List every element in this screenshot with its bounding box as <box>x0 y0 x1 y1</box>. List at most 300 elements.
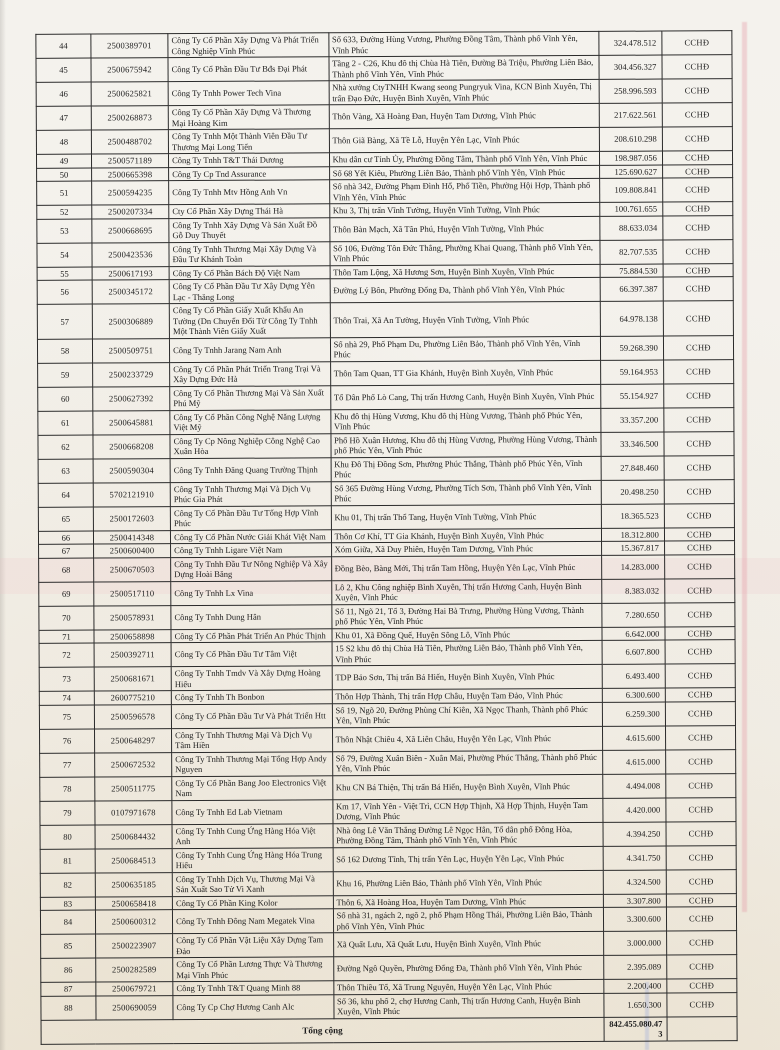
tax-code-cell: 2500488702 <box>91 130 168 154</box>
table-row <box>36 127 732 155</box>
amount-cell: 59.268.390 <box>600 336 663 360</box>
amount-cell: 4.394.250 <box>603 822 666 846</box>
company-name-cell: Công Ty Cổ Phần Đầu Tư Và Phát Triển Htt <box>171 703 332 728</box>
scan-edge-shadow <box>0 0 6 1050</box>
table-row <box>40 907 736 935</box>
amount-cell: 304.456.327 <box>599 55 662 79</box>
row-number-cell: 73 <box>39 667 94 691</box>
company-name-cell: Công Ty Tnhh Xây Dựng Và Sản Xuất Đồ Gỗ Duy Thuyết <box>169 217 330 242</box>
amount-cell: 33.357.200 <box>601 408 664 432</box>
row-number-cell: 45 <box>36 58 91 82</box>
table-row <box>38 407 734 435</box>
address-cell: Số 68 Yết Kiêu, Phường Liên Bảo, Thành phố Vĩnh Yên, Vĩnh Phúc <box>329 165 599 180</box>
amount-cell: 3.000.000 <box>603 931 666 955</box>
row-number-cell: 58 <box>37 339 92 363</box>
status-cell: CCHĐ <box>665 640 735 664</box>
table-row <box>38 383 734 411</box>
table-row <box>39 701 735 729</box>
amount-cell: 2.200.400 <box>604 979 667 993</box>
amount-cell: 59.164.953 <box>600 360 663 384</box>
address-cell: 15 S2 khu đô thị Chùa Hà Tiên, Phường Liên Bảo, Thành phố Vĩnh Yên, Vĩnh Phúc <box>332 640 602 665</box>
company-name-cell: Công Ty Cổ Phần Lương Thực Và Thương Mại Vĩnh Phúc <box>173 957 334 982</box>
status-cell: CCHĐ <box>665 664 735 688</box>
table-row <box>37 215 733 243</box>
tax-code-cell: 2500645881 <box>93 410 170 434</box>
company-name-cell: Công Ty Tnhh Ed Lab Vietnam <box>172 799 333 824</box>
address-cell: Thôn Thiều Tổ, Xã Trung Nguyên, Huyện Yên Lạc, Vĩnh Phúc <box>333 979 603 994</box>
address-cell: Phố Hồ Xuân Hương, Khu đô thị Hùng Vương, Phường Hùng Vương, Thành phố Phúc Yên, Vĩnh Phúc <box>331 432 601 457</box>
status-cell: CCHĐ <box>664 527 734 541</box>
address-cell: Số 79, Đường Xuân Biên - Xuân Mai, Phường Phúc Thắng, Thành phố Phúc Yên, Vĩnh Phúc <box>332 750 602 775</box>
address-cell: Thôn 6, Xã Hoàng Hoa, Huyện Tam Dương, Vĩnh Phúc <box>333 894 603 909</box>
status-cell: CCHĐ <box>666 797 736 821</box>
row-number-cell: 67 <box>39 544 94 558</box>
tax-code-cell: 2500414348 <box>93 530 170 544</box>
table-row <box>38 431 734 459</box>
table-row <box>39 640 735 668</box>
address-cell: Khu Đô Thị Đồng Sơn, Phường Phúc Thắng, Thành phố Phúc Yên, Vĩnh Phúc <box>331 456 601 481</box>
address-cell: Tổ Dân Phố Lò Cang, Thị trấn Hương Canh, Huyện Bình Xuyên, Vĩnh Phúc <box>330 384 600 409</box>
row-number-cell: 74 <box>39 691 94 705</box>
tax-code-cell: 5702121910 <box>93 482 170 506</box>
row-number-cell: 65 <box>38 507 93 531</box>
amount-cell: 4.420.000 <box>603 798 666 822</box>
amount-cell: 6.493.400 <box>602 664 665 688</box>
amount-cell: 4.615.600 <box>602 726 665 750</box>
company-name-cell: Công Ty Tnhh Cung Ứng Hàng Hóa Việt Anh <box>172 823 333 848</box>
company-name-cell: Công Ty Tnhh Th Bonbon <box>171 690 332 704</box>
status-cell: CCHĐ <box>665 578 735 602</box>
row-number-cell: 83 <box>40 897 95 911</box>
company-name-cell: Công Ty Tnhh Tmdv Và Xây Dựng Hoàng Hiếu <box>171 666 332 691</box>
status-cell: CCHĐ <box>662 178 732 202</box>
tax-code-cell: 2500223907 <box>95 934 172 958</box>
address-cell: Khu đô thị Hùng Vương, Khu đô thị Hùng Vương, Thành phố Phúc Yên, Vĩnh Phúc <box>330 408 600 433</box>
table-row <box>36 55 732 83</box>
company-name-cell: Công Ty Cổ Phần Xây Dựng Và Thương Mại Hoàng Kim <box>168 105 329 130</box>
tax-code-cell: 2500207334 <box>92 205 169 219</box>
amount-cell: 6.607.800 <box>602 640 665 664</box>
table-row <box>37 277 733 305</box>
address-cell: Xã Quất Lưu, Xã Quất Lưu, Huyện Bình Xuyên, Vĩnh Phúc <box>333 931 603 956</box>
address-cell: Khu 16, Phường Liên Bảo, Thành phố Vĩnh Yên, Vĩnh Phúc <box>333 870 603 895</box>
address-cell: Lô 2, Khu Công nghiệp Bình Xuyên, Thị trấn Hương Canh, Huyện Bình Xuyên, Vĩnh Phúc <box>331 579 601 604</box>
amount-cell: 100.761.655 <box>600 202 663 216</box>
status-cell: CCHĐ <box>662 103 732 127</box>
amount-cell: 55.154.927 <box>601 384 664 408</box>
tax-code-cell: 2500658898 <box>94 629 171 643</box>
table-row <box>40 869 736 897</box>
status-cell: CCHĐ <box>664 554 734 578</box>
address-cell: Thôn Nhật Chiêu 4, Xã Liên Châu, Huyện Yên Lạc, Vĩnh Phúc <box>332 726 602 751</box>
address-cell: Số nhà 29, Phố Phạm Du, Phường Liên Bảo, Thành phố Vĩnh Yên, Vĩnh Phúc <box>330 336 600 361</box>
amount-cell: 88.633.034 <box>600 216 663 240</box>
address-cell: Số 36, khu phố 2, chợ Hương Canh, Thị trấn Hương Canh, Huyện Bình Xuyên, Vĩnh Phúc <box>334 993 604 1018</box>
row-number-cell: 69 <box>39 582 94 606</box>
status-cell: CCHĐ <box>666 773 736 797</box>
row-number-cell: 55 <box>37 267 92 281</box>
table-row <box>38 479 734 507</box>
row-number-cell: 44 <box>36 34 91 58</box>
status-cell: CCHĐ <box>664 503 734 527</box>
status-cell: CCHĐ <box>667 992 737 1016</box>
row-number-cell: 82 <box>40 873 95 897</box>
table-row <box>36 31 732 59</box>
amount-cell: 6.259.300 <box>602 702 665 726</box>
table-row <box>38 503 734 531</box>
tax-code-cell: 0107971678 <box>95 800 172 824</box>
status-cell: CCHĐ <box>663 239 733 263</box>
tax-code-cell: 2500684432 <box>95 824 172 848</box>
tax-code-cell: 2500509751 <box>92 338 169 362</box>
amount-cell: 208.610.298 <box>599 127 662 151</box>
table-row <box>38 455 734 483</box>
company-name-cell: Công Ty Cp Chợ Hương Canh Alc <box>173 994 334 1019</box>
tax-code-cell: 2500675942 <box>91 58 168 82</box>
amount-cell: 109.808.841 <box>599 178 662 202</box>
amount-cell: 324.478.512 <box>599 31 662 55</box>
tax-code-cell: 2500627392 <box>93 386 170 410</box>
status-cell: CCHĐ <box>662 151 732 165</box>
total-status-cell <box>667 1016 737 1040</box>
company-name-cell: Công Ty Cổ Phần Phát Triển An Phúc Thịnh <box>171 628 332 642</box>
tax-code-cell: 2500172603 <box>93 506 170 530</box>
table-row <box>40 749 736 777</box>
amount-cell: 27.848.460 <box>601 456 664 480</box>
status-cell: CCHĐ <box>666 907 736 931</box>
address-cell: Nhà xưởng CtyTNHH Kwang seong Pungryuk Vina, KCN Bình Xuyên, Thị trấn Đạo Đức, Huyện Bình Xuyên, Vĩnh Phúc <box>329 79 599 104</box>
status-cell: CCHĐ <box>666 931 736 955</box>
tax-code-cell: 2500668208 <box>93 434 170 458</box>
table-row <box>39 725 735 753</box>
row-number-cell: 51 <box>37 181 92 205</box>
total-label: Tổng cộng <box>41 1017 604 1044</box>
address-cell: Đường Lý Bôn, Phường Đống Đa, Thành phố Vĩnh Yên, Vĩnh Phúc <box>330 277 600 302</box>
company-name-cell: Công Ty Cổ Phần Bách Độ Việt Nam <box>169 265 330 279</box>
status-cell: CCHĐ <box>663 202 733 216</box>
company-name-cell: Công Ty Cổ Phần Thương Mại Và Sản Xuất Phú Mỹ <box>170 385 331 410</box>
amount-cell: 66.397.387 <box>600 277 663 301</box>
amount-cell: 18.365.523 <box>601 504 664 528</box>
table-row <box>41 992 737 1020</box>
row-number-cell: 52 <box>37 205 92 219</box>
table-row <box>36 79 732 107</box>
tax-code-cell: 2500600400 <box>93 544 170 558</box>
row-number-cell: 48 <box>36 130 91 154</box>
row-number-cell: 68 <box>39 558 94 582</box>
row-number-cell: 78 <box>40 777 95 801</box>
company-name-cell: Công Ty Tnhh Dịch Vụ, Thương Mại Và Sản Xuất Sao Tử Vi Xanh <box>172 871 333 896</box>
status-cell: CCHĐ <box>664 383 734 407</box>
address-cell: Thôn Giã Bàng, Xã Tề Lỗ, Huyện Yên Lạc, Vĩnh Phúc <box>329 127 599 152</box>
address-cell: Số 365 Đường Hùng Vương, Phường Tích Sơn, Thành phố Vĩnh Yên, Vĩnh Phúc <box>331 480 601 505</box>
status-cell: CCHĐ <box>666 821 736 845</box>
table-body <box>36 31 737 1044</box>
address-cell: Số 633, Đường Hùng Vương, Phường Đồng Tâm, Thành phố Vĩnh Yên, Vĩnh Phúc <box>328 31 598 56</box>
row-number-cell: 66 <box>38 531 93 545</box>
row-number-cell: 70 <box>39 606 94 630</box>
tax-code-cell: 2500679721 <box>96 982 173 996</box>
row-number-cell: 85 <box>41 934 96 958</box>
amount-cell: 15.367.817 <box>601 541 664 555</box>
amount-cell: 4.615.000 <box>602 750 665 774</box>
address-cell: Thôn Cơ Khí, TT Gia Khánh, Huyện Bình Xuyên, Vĩnh Phúc <box>331 528 601 543</box>
table-row <box>41 931 737 959</box>
table-row <box>39 602 735 630</box>
address-cell: Số 162 Dương Tĩnh, Thị trấn Yên Lạc, Huyện Yên Lạc, Vĩnh Phúc <box>333 846 603 871</box>
tax-code-cell: 2500665398 <box>91 167 168 181</box>
tax-code-cell: 2500684513 <box>95 848 172 872</box>
tax-code-cell: 2500690059 <box>96 995 173 1019</box>
row-number-cell: 54 <box>37 243 92 267</box>
row-number-cell: 49 <box>36 154 91 168</box>
address-cell: Số 19, Ngõ 20, Đường Phùng Chí Kiên, Xã Ngọc Thanh, Thành phố Phúc Yên, Vĩnh Phúc <box>332 702 602 727</box>
table-row <box>38 359 734 387</box>
company-name-cell: Công Ty Cổ Phần Đầu Tư Tâm Việt <box>171 642 332 667</box>
company-name-cell: Công Ty Cổ Phần Giấy Xuất Khẩu An Tường (Dn Chuyển Đổi Từ Công Ty Tnhh Một Thành Viên Giấy Xuất <box>169 303 330 338</box>
status-cell: CCHĐ <box>665 626 735 640</box>
amount-cell: 7.280.650 <box>602 603 665 627</box>
tax-code-cell: 2500668695 <box>92 218 169 242</box>
address-cell: Nhà ông Lê Văn Thắng Đường Lê Ngọc Hân, Tổ dân phố Đông Hòa, Phường Đồng Tâm, Thành phố Vĩnh Yên, Vĩnh Phúc <box>333 822 603 847</box>
row-number-cell: 87 <box>41 982 96 996</box>
row-number-cell: 61 <box>38 411 93 435</box>
company-name-cell: Công Ty Tnhh Jarang Nam Anh <box>170 337 331 362</box>
amount-cell: 198.987.056 <box>599 151 662 165</box>
table-row <box>40 773 736 801</box>
row-number-cell: 88 <box>41 996 96 1020</box>
table-row <box>41 955 737 983</box>
address-cell: TDP Bảo Sơn, Thị trấn Bá Hiến, Huyện Bình Xuyên, Vĩnh Phúc <box>332 664 602 689</box>
status-cell: CCHĐ <box>664 407 734 431</box>
row-number-cell: 63 <box>38 459 93 483</box>
status-cell: CCHĐ <box>662 31 732 55</box>
company-name-cell: Công Ty Tnhh Mtv Hồng Anh Vn <box>169 180 330 205</box>
company-name-cell: Công Ty Tnhh Một Thành Viên Đầu Tư Thương Mại Long Tiến <box>168 129 329 154</box>
company-name-cell: Công Ty Tnhh Thương Mại Xây Dựng Và Đầu Tư Khánh Toàn <box>169 241 330 266</box>
address-cell: Số nhà 31, ngách 2, ngõ 2, phố Phạm Hồng Thái, Phường Liên Bảo, Thành phố Vĩnh Yên, Vĩnh Phúc <box>333 907 603 932</box>
status-cell: CCHĐ <box>666 893 736 907</box>
company-name-cell: Công Ty Cp Nông Nghiệp Công Nghệ Cao Xuân Hòa <box>170 433 331 458</box>
tax-code-cell: 2500658418 <box>95 896 172 910</box>
company-name-cell: Công Ty Tnhh T&T Thái Dương <box>169 153 330 167</box>
company-name-cell: Công Ty Tnhh Lx Vina <box>171 580 332 605</box>
tax-code-cell: 2500233729 <box>92 362 169 386</box>
amount-cell: 33.346.500 <box>601 432 664 456</box>
amount-cell: 258.996.593 <box>599 79 662 103</box>
amount-cell: 82.707.535 <box>600 240 663 264</box>
amount-cell: 217.622.561 <box>599 103 662 127</box>
status-cell: CCHĐ <box>663 335 733 359</box>
address-cell: Đồng Bèo, Bàng Mới, Thị trấn Tam Hồng, Huyện Yên Lạc, Vĩnh Phúc <box>331 555 601 580</box>
tax-code-cell: 2500517110 <box>94 581 171 605</box>
total-row <box>41 1016 737 1044</box>
status-cell: CCHĐ <box>663 277 733 301</box>
company-name-cell: Công Ty Tnhh Power Tech Vina <box>168 81 329 106</box>
status-cell: CCHĐ <box>664 479 734 503</box>
tax-code-cell: 2500594235 <box>91 181 168 205</box>
company-name-cell: Công Ty Tnhh Đông Nam Megatek Vina <box>173 909 334 934</box>
tax-code-cell: 2500306889 <box>92 304 169 339</box>
tax-code-cell: 2500635185 <box>95 872 172 896</box>
tax-code-cell: 2500648297 <box>94 728 171 752</box>
address-cell: Thôn Tam Lộng, Xã Hương Sơn, Huyện Bình Xuyên, Vĩnh Phúc <box>330 264 600 279</box>
tax-code-cell: 2500571189 <box>91 154 168 168</box>
company-name-cell: Công Ty Cổ Phần Nước Giải Khát Việt Nam <box>171 529 332 543</box>
table-row <box>39 664 735 692</box>
amount-cell: 18.312.800 <box>601 528 664 542</box>
company-name-cell: Công Ty Cổ Phần Phát Triển Trang Trại Và Xây Dựng Đức Hà <box>170 361 331 386</box>
company-name-cell: Công Ty Cp Tnd Assurance <box>169 166 330 180</box>
status-cell: CCHĐ <box>664 431 734 455</box>
status-cell: CCHĐ <box>665 701 735 725</box>
tax-code-cell: 2500617193 <box>92 266 169 280</box>
address-cell: Khu 01, Xã Đồng Quế, Huyện Sông Lô, Vĩnh Phúc <box>332 627 602 642</box>
tax-code-cell: 2500511775 <box>95 776 172 800</box>
row-number-cell: 86 <box>41 958 96 982</box>
row-number-cell: 84 <box>40 910 95 934</box>
row-number-cell: 81 <box>40 849 95 873</box>
total-amount: 842.455.080.473 <box>604 1017 667 1041</box>
row-number-cell: 47 <box>36 106 91 130</box>
address-cell: Thôn Vàng, Xã Hoàng Đan, Huyện Tam Dương, Vĩnh Phúc <box>329 103 599 128</box>
row-number-cell: 71 <box>39 630 94 644</box>
address-cell: Thôn Hợp Thành, Thị trấn Hợp Châu, Huyện Tam Đảo, Vĩnh Phúc <box>332 688 602 703</box>
address-cell: Tầng 2 - C26, Khu đô thị Chùa Hà Tiên, Đường Bà Triệu, Phường Liên Bảo, Thành phố Vĩnh Yên, Vĩnh Phúc <box>329 55 599 80</box>
address-cell: Đường Ngô Quyền, Phường Đống Đa, Thành phố Vĩnh Yên, Vĩnh Phúc <box>333 955 603 980</box>
status-cell: CCHĐ <box>665 602 735 626</box>
tax-code-cell: 2500578931 <box>94 605 171 629</box>
address-cell: Khu CN Bá Thiện, Thị trấn Bá Hiến, Huyện Bình Xuyên, Vĩnh Phúc <box>332 774 602 799</box>
company-name-cell: Công Ty Cổ Phần Bang Joo Electronics Việt Nam <box>172 775 333 800</box>
table-row <box>40 797 736 825</box>
status-cell: CCHĐ <box>663 263 733 277</box>
table-row <box>40 821 736 849</box>
row-number-cell: 50 <box>37 168 92 182</box>
amount-cell: 1.650.300 <box>604 993 667 1017</box>
status-cell: CCHĐ <box>663 301 733 336</box>
row-number-cell: 57 <box>37 304 92 339</box>
amount-cell: 64.978.138 <box>600 301 663 336</box>
amount-cell: 8.383.032 <box>602 579 665 603</box>
row-number-cell: 75 <box>39 705 94 729</box>
status-cell: CCHĐ <box>662 164 732 178</box>
address-cell: Số 106, Đường Tôn Đức Thắng, Phường Khai Quang, Thành phố Vĩnh Yên, Vĩnh Phúc <box>330 240 600 265</box>
address-cell: Xóm Giữa, Xã Duy Phiên, Huyện Tam Dương, Vĩnh Phúc <box>331 541 601 556</box>
company-name-cell: Công Ty Cổ Phần Đầu Tư Tổng Hợp Vĩnh Phúc <box>170 505 331 530</box>
company-name-cell: Công Ty Cổ Phần Công Nghệ Năng Lượng Việt Mỹ <box>170 409 331 434</box>
status-cell: CCHĐ <box>666 869 736 893</box>
tax-code-cell: 2500389701 <box>91 34 168 58</box>
tax-code-cell: 2500672532 <box>94 752 171 776</box>
company-name-cell: Công Ty Tnhh Dung Hân <box>171 604 332 629</box>
address-cell: Thôn Trai, Xã An Tường, Huyện Vĩnh Tường, Vĩnh Phúc <box>330 301 600 337</box>
tax-code-cell: 2500681671 <box>94 667 171 691</box>
row-number-cell: 46 <box>36 82 91 106</box>
status-cell: CCHĐ <box>664 541 734 555</box>
address-cell: Số 11, Ngõ 21, Tổ 3, Đường Hai Bà Trưng, Phường Hùng Vương, Thành phố Phúc Yên, Vĩnh Phúc <box>331 603 601 628</box>
tax-code-cell: 2500423536 <box>92 242 169 266</box>
row-number-cell: 60 <box>38 387 93 411</box>
amount-cell: 3.307.800 <box>603 894 666 908</box>
tax-code-cell: 2500392711 <box>94 643 171 667</box>
company-name-cell: Công Ty Tnhh Cung Ứng Hàng Hóa Trung Hiếu <box>172 847 333 872</box>
row-number-cell: 79 <box>40 801 95 825</box>
company-name-cell: Công Ty Tnhh Ligare Việt Nam <box>171 543 332 557</box>
address-cell: Khu 01, Thị trấn Thổ Tang, Huyện Vĩnh Tường, Vĩnh Phúc <box>331 504 601 529</box>
address-cell: Km 17, Vĩnh Yên - Việt Trì, CCN Hợp Thịnh, Xã Hợp Thịnh, Huyện Tam Dương, Vĩnh Phúc <box>332 798 602 823</box>
amount-cell: 3.300.600 <box>603 907 666 931</box>
company-name-cell: Công Ty Cổ Phần Vật Liệu Xây Dựng Tam Đảo <box>173 933 334 958</box>
tax-code-cell: 2500268873 <box>91 106 168 130</box>
amount-cell: 20.498.250 <box>601 480 664 504</box>
row-number-cell: 56 <box>37 280 92 304</box>
status-cell: CCHĐ <box>663 359 733 383</box>
company-name-cell: Công Ty Tnhh Đăng Quang Trường Thịnh <box>170 457 331 482</box>
company-name-cell: Công Ty Tnhh T&T Quang Minh 88 <box>173 981 334 995</box>
table-row <box>37 301 733 339</box>
address-cell: Thôn Bàn Mạch, Xã Tân Phú, Huyện Vĩnh Tường, Vĩnh Phúc <box>329 216 599 241</box>
tax-code-cell: 2500670503 <box>93 557 170 581</box>
scan-pink-line-artifact <box>742 22 747 912</box>
status-cell: CCHĐ <box>666 845 736 869</box>
company-name-cell: Cty Cổ Phần Xây Dựng Thái Hà <box>169 204 330 218</box>
amount-cell: 4.324.500 <box>603 870 666 894</box>
company-debt-table <box>35 30 737 1044</box>
company-name-cell: Công Ty Cổ Phần Đầu Tư Xây Dựng Yên Lạc - Thăng Long <box>169 279 330 304</box>
table-row <box>37 335 733 363</box>
status-cell: CCHĐ <box>665 688 735 702</box>
row-number-cell: 76 <box>39 729 94 753</box>
amount-cell: 6.300.600 <box>602 688 665 702</box>
row-number-cell: 77 <box>40 753 95 777</box>
company-name-cell: Công Ty Tnhh Thương Mại Tổng Hợp Andy Nguyen <box>172 751 333 776</box>
address-cell: Thôn Tam Quan, TT Gia Khánh, Huyện Bình Xuyên, Vĩnh Phúc <box>330 360 600 385</box>
status-cell: CCHĐ <box>663 215 733 239</box>
tax-code-cell: 2600775210 <box>94 691 171 705</box>
amount-cell: 2.395.089 <box>604 955 667 979</box>
status-cell: CCHĐ <box>667 979 737 993</box>
status-cell: CCHĐ <box>662 79 732 103</box>
status-cell: CCHĐ <box>664 455 734 479</box>
company-name-cell: Công Ty Cổ Phần Đầu Tư Bđs Đại Phát <box>168 57 329 82</box>
status-cell: CCHĐ <box>662 55 732 79</box>
table-row <box>40 845 736 873</box>
table-row <box>36 103 732 131</box>
table-row <box>39 578 735 606</box>
table-row <box>37 178 733 206</box>
company-name-cell: Công Ty Tnhh Đầu Tư Nông Nghiệp Và Xây Dựng Hoài Băng <box>171 556 332 581</box>
status-cell: CCHĐ <box>665 749 735 773</box>
table-row <box>39 554 735 582</box>
amount-cell: 4.494.008 <box>603 774 666 798</box>
row-number-cell: 80 <box>40 825 95 849</box>
row-number-cell: 59 <box>38 363 93 387</box>
address-cell: Số nhà 342, Đường Phạm Đình Hổ, Phố Tiền, Phường Hội Hợp, Thành phố Vĩnh Yên, Vĩnh Phúc <box>329 178 599 203</box>
amount-cell: 4.341.750 <box>603 846 666 870</box>
amount-cell: 6.642.000 <box>602 627 665 641</box>
company-name-cell: Công Ty Tnhh Thương Mại Và Dịch Vụ Phúc Gia Phát <box>170 481 331 506</box>
company-name-cell: Công Ty Cổ Phần Xây Dựng Và Phát Triển Công Nghiệp Vĩnh Phúc <box>168 33 329 58</box>
row-number-cell: 62 <box>38 435 93 459</box>
table-row <box>37 239 733 267</box>
tax-code-cell: 2500590304 <box>93 458 170 482</box>
company-name-cell: Công Ty Cổ Phần King Kolor <box>172 895 333 909</box>
status-cell: CCHĐ <box>662 127 732 151</box>
address-cell: Khu 3, Thị trấn Vĩnh Tường, Huyện Vĩnh Tường, Vĩnh Phúc <box>329 202 599 217</box>
row-number-cell: 72 <box>39 643 94 667</box>
tax-code-cell: 2500345172 <box>92 280 169 304</box>
